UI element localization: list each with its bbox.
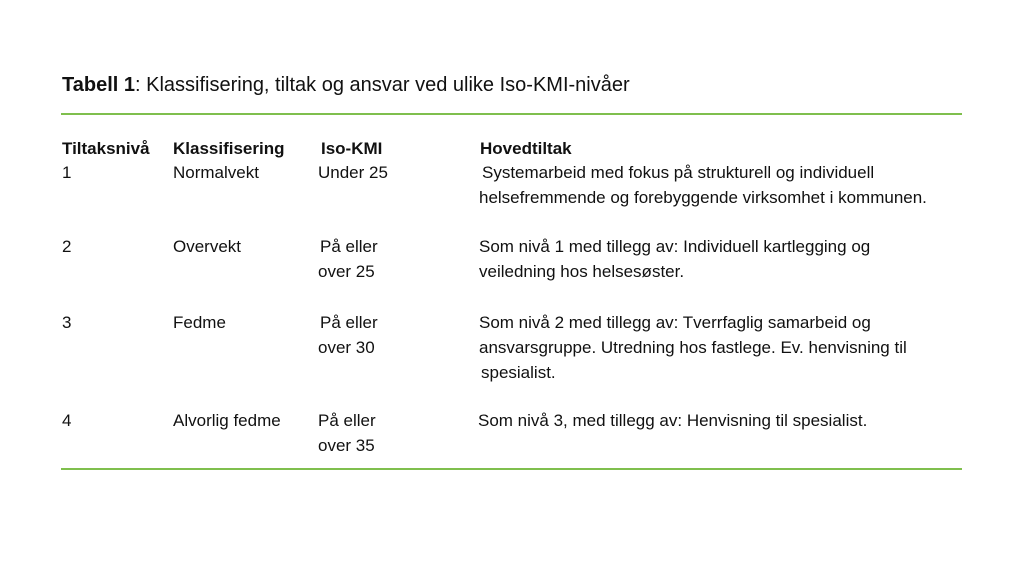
row-measures-line: Som nivå 3, med tillegg av: Henvisning til spesialist.	[478, 411, 868, 430]
caption-label: Tabell 1	[62, 74, 135, 96]
row-level: 2	[62, 237, 72, 256]
row-classification: Normalvekt	[173, 163, 259, 182]
table-caption	[62, 72, 630, 98]
row-classification: Overvekt	[173, 237, 242, 256]
row-measures-line: veiledning hos helsesøster.	[479, 262, 685, 281]
row-isokmi: over 25	[318, 262, 375, 281]
top-rule	[61, 113, 962, 115]
row-classification: Alvorlig fedme	[173, 411, 281, 430]
row-isokmi: over 35	[318, 436, 375, 455]
row-measures-line: Som nivå 1 med tillegg av: Individuell kartlegging og	[479, 237, 871, 256]
row-measures-line: Systemarbeid med fokus på strukturell og individuell	[482, 163, 875, 182]
row-isokmi: På eller	[318, 411, 376, 430]
row-measures-line: spesialist.	[481, 363, 556, 382]
header-measures: Hovedtiltak	[480, 139, 572, 158]
row-measures-line: helsefremmende og forebyggende virksomhet i kommunen.	[479, 188, 927, 207]
row-isokmi: På eller	[320, 313, 378, 332]
bottom-rule	[61, 468, 962, 470]
header-isokmi: Iso-KMI	[321, 139, 383, 158]
header-level: Tiltaksnivå	[62, 139, 150, 158]
row-classification: Fedme	[173, 313, 226, 332]
row-isokmi: På eller	[320, 237, 378, 256]
row-level: 3	[62, 313, 72, 332]
row-isokmi: Under 25	[318, 163, 388, 182]
row-measures-line: Som nivå 2 med tillegg av: Tverrfaglig samarbeid og	[479, 313, 871, 332]
row-measures-line: ansvarsgruppe. Utredning hos fastlege. Ev. henvisning til	[479, 338, 907, 357]
row-isokmi: over 30	[318, 338, 375, 357]
row-level: 4	[62, 411, 72, 430]
row-level: 1	[62, 163, 72, 182]
caption-text: : Klassifisering, tiltak og ansvar ved ulike Iso-KMI-nivåer	[135, 74, 630, 96]
header-classification: Klassifisering	[173, 139, 285, 158]
